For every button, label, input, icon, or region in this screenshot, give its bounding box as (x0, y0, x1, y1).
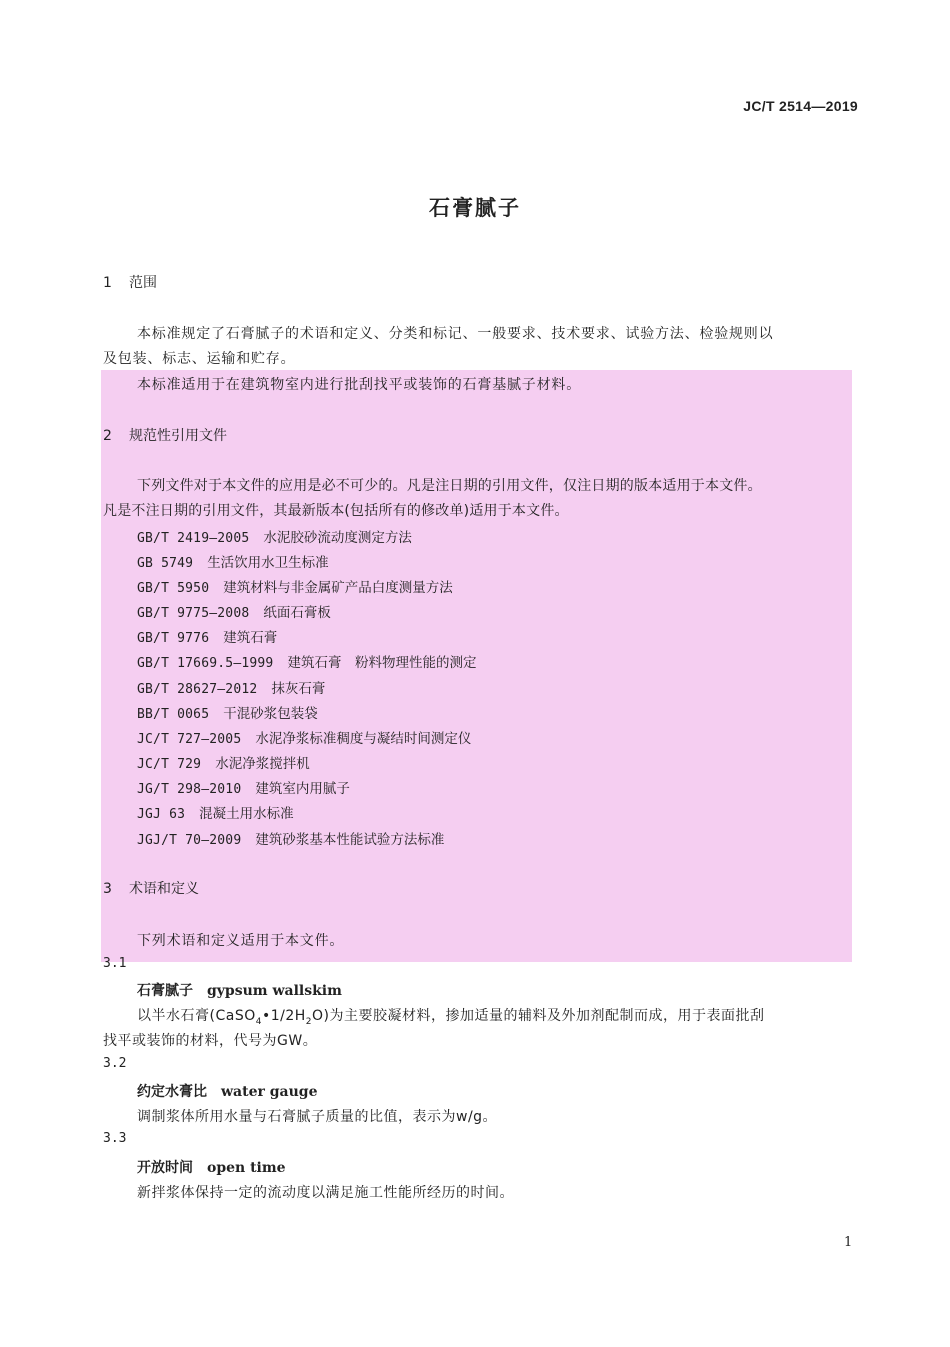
section-title: 范围 (129, 275, 157, 291)
section-2-heading (103, 425, 227, 445)
reference-name: 混凝土用水标准 (199, 806, 294, 822)
reference-name: 抹灰石膏 (271, 681, 326, 697)
reference-item (137, 626, 277, 646)
term-en: open time (207, 1160, 286, 1176)
reference-item (137, 551, 329, 571)
reference-code: GB/T 2419—2005 (137, 531, 250, 546)
reference-item (137, 526, 412, 546)
reference-item (137, 651, 476, 671)
standard-code: JC/T 2514—2019 (743, 98, 858, 114)
section-title: 规范性引用文件 (129, 428, 227, 444)
reference-name: 干混砂浆包装袋 (223, 706, 318, 722)
reference-code: GB/T 9775—2008 (137, 606, 250, 621)
reference-item (137, 752, 310, 772)
reference-code: GB/T 5950 (137, 581, 210, 596)
term-number: 3.1 (103, 956, 127, 971)
reference-code: GB/T 17669.5—1999 (137, 656, 274, 671)
reference-item (137, 727, 471, 747)
reference-name: 建筑石膏 粉料物理性能的测定 (287, 655, 477, 671)
reference-name: 生活饮用水卫生标准 (207, 555, 329, 571)
term-definition-line: 以半水石膏$(CaSO_4•1/2H_2O)$为主要胶凝材料，掺加适量的辅料及外加剂配制而成，用于表面批刮 (137, 1008, 765, 1027)
term-zh: 约定水膏比 (137, 1084, 207, 1100)
reference-name: 水泥净浆搅拌机 (215, 756, 310, 772)
section-2-intro-line: 下列文件对于本文件的应用是必不可少的。凡是注日期的引用文件，仅注日期的版本适用于本文件。 (137, 478, 762, 494)
reference-item (137, 601, 331, 621)
reference-code: JG/T 298—2010 (137, 782, 242, 797)
section-3-heading (103, 878, 199, 898)
reference-code: GB 5749 (137, 556, 194, 571)
document-title: 石膏腻子 (429, 196, 521, 220)
reference-item (137, 802, 294, 822)
reference-code: JC/T 729 (137, 757, 202, 772)
reference-item (137, 576, 453, 596)
reference-item (137, 828, 444, 848)
section-number: 2 (103, 428, 112, 444)
section-title: 术语和定义 (129, 881, 199, 897)
reference-code: BB/T 0065 (137, 707, 210, 722)
reference-item (137, 777, 350, 797)
term-heading (137, 1081, 317, 1101)
term-definition: 调制浆体所用水量与石膏腻子质量的比值，表示为w/g。 (137, 1109, 498, 1125)
section-1-paragraph-line: 及包装、标志、运输和贮存。 (103, 351, 296, 367)
section-1-paragraph: 本标准适用于在建筑物室内进行批刮找平或装饰的石膏基腻子材料。 (137, 377, 581, 393)
reference-item (137, 677, 325, 697)
reference-code: JGJ/T 70—2009 (137, 833, 242, 848)
term-en: water gauge (221, 1084, 318, 1100)
term-en: gypsum wallskim (207, 983, 342, 999)
term-number: 3.2 (103, 1056, 127, 1071)
reference-code: GB/T 28627—2012 (137, 682, 258, 697)
term-heading (137, 980, 342, 1000)
reference-name: 建筑室内用腻子 (255, 781, 350, 797)
reference-code: JGJ 63 (137, 807, 186, 822)
reference-name: 水泥净浆标准稠度与凝结时间测定仪 (255, 731, 472, 747)
section-2-intro-line: 凡是不注日期的引用文件，其最新版本(包括所有的修改单)适用于本文件。 (103, 503, 569, 519)
reference-name: 建筑砂浆基本性能试验方法标准 (255, 832, 445, 848)
reference-code: GB/T 9776 (137, 631, 210, 646)
term-definition: 新拌浆体保持一定的流动度以满足施工性能所经历的时间。 (137, 1185, 514, 1201)
term-heading (137, 1157, 286, 1177)
term-definition-line: 找平或装饰的材料，代号为GW。 (103, 1033, 318, 1049)
section-3-intro: 下列术语和定义适用于本文件。 (137, 933, 345, 949)
reference-item (137, 702, 318, 722)
page-number: 1 (844, 1235, 853, 1250)
section-number: 3 (103, 881, 112, 897)
reference-code: JC/T 727—2005 (137, 732, 242, 747)
reference-name: 建筑材料与非金属矿产品白度测量方法 (223, 580, 453, 596)
section-1-paragraph-line: 本标准规定了石膏腻子的术语和定义、分类和标记、一般要求、技术要求、试验方法、检验规则以 (137, 326, 774, 342)
term-zh: 开放时间 (137, 1160, 193, 1176)
term-number: 3.3 (103, 1131, 127, 1146)
reference-name: 纸面石膏板 (263, 605, 331, 621)
reference-name: 水泥胶砂流动度测定方法 (263, 530, 412, 546)
term-zh: 石膏腻子 (137, 983, 193, 999)
section-1-heading (103, 272, 157, 292)
reference-name: 建筑石膏 (223, 630, 278, 646)
section-number: 1 (103, 275, 112, 291)
